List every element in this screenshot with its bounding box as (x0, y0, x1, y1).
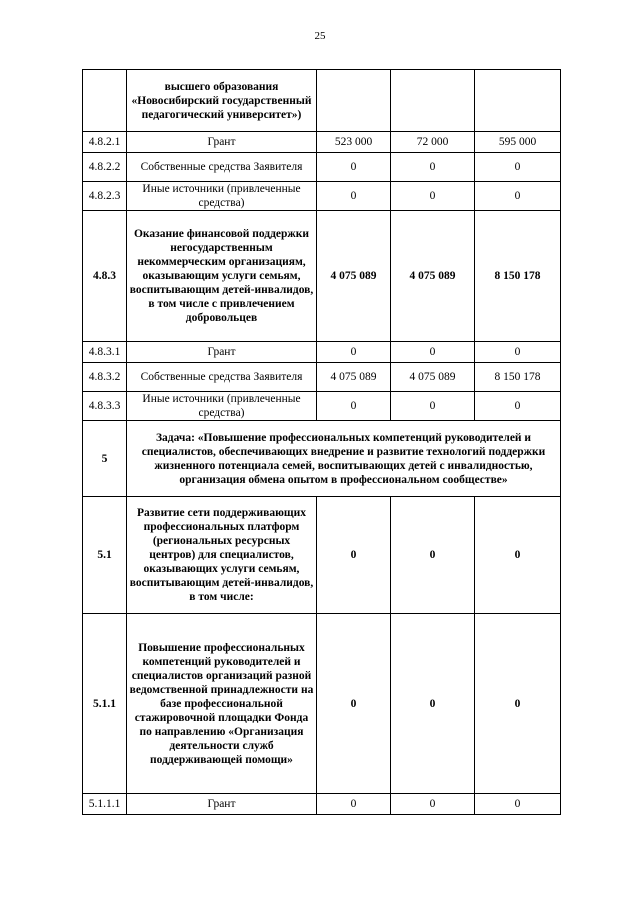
amount-cell-1 (317, 70, 391, 132)
total-amount-cell: 0 (475, 794, 561, 815)
amount-cell-2: 4 075 089 (391, 363, 475, 392)
total-amount-cell: 0 (475, 182, 561, 211)
amount-cell-1: 523 000 (317, 132, 391, 153)
amount-cell-1: 0 (317, 794, 391, 815)
row-name-cell: Грант (127, 342, 317, 363)
table-row (83, 153, 561, 182)
total-amount-cell: 0 (475, 153, 561, 182)
row-code-cell: 5.1 (83, 497, 127, 614)
row-code-cell: 5 (83, 421, 127, 497)
amount-cell-1: 0 (317, 182, 391, 211)
row-name-cell: Иные источники (привлеченные средства) (127, 182, 317, 211)
total-amount-cell: 8 150 178 (475, 363, 561, 392)
row-code-cell: 4.8.2.2 (83, 153, 127, 182)
table-row (83, 421, 561, 497)
amount-cell-2: 0 (391, 614, 475, 794)
row-code-cell (83, 70, 127, 132)
table-row (83, 614, 561, 794)
amount-cell-2: 0 (391, 153, 475, 182)
table-row (83, 794, 561, 815)
total-amount-cell: 8 150 178 (475, 211, 561, 342)
amount-cell-1: 0 (317, 342, 391, 363)
table-row (83, 392, 561, 421)
amount-cell-1: 0 (317, 614, 391, 794)
amount-cell-2: 0 (391, 794, 475, 815)
table-row (83, 342, 561, 363)
total-amount-cell (475, 70, 561, 132)
row-code-cell: 4.8.3.3 (83, 392, 127, 421)
table-row (83, 132, 561, 153)
row-name-cell: Иные источники (привлеченные средства) (127, 392, 317, 421)
row-code-cell: 5.1.1.1 (83, 794, 127, 815)
table-row (83, 363, 561, 392)
amount-cell-1: 0 (317, 392, 391, 421)
table-row (83, 497, 561, 614)
row-name-cell: Собственные средства Заявителя (127, 363, 317, 392)
amount-cell-1: 4 075 089 (317, 363, 391, 392)
row-name-cell: Грант (127, 794, 317, 815)
amount-cell-2: 0 (391, 182, 475, 211)
total-amount-cell: 0 (475, 614, 561, 794)
total-amount-cell: 0 (475, 392, 561, 421)
budget-table-body (83, 70, 561, 815)
amount-cell-2: 0 (391, 497, 475, 614)
row-code-cell: 4.8.2.1 (83, 132, 127, 153)
amount-cell-1: 4 075 089 (317, 211, 391, 342)
row-name-cell: Собственные средства Заявителя (127, 153, 317, 182)
amount-cell-1: 0 (317, 497, 391, 614)
row-code-cell: 4.8.3.1 (83, 342, 127, 363)
table-row (83, 182, 561, 211)
budget-table (82, 69, 561, 815)
row-code-cell: 4.8.3.2 (83, 363, 127, 392)
table-row (83, 70, 561, 132)
amount-cell-2: 72 000 (391, 132, 475, 153)
row-code-cell: 5.1.1 (83, 614, 127, 794)
total-amount-cell: 0 (475, 342, 561, 363)
table-row (83, 211, 561, 342)
amount-cell-2: 0 (391, 342, 475, 363)
row-name-cell: Оказание финансовой поддержки негосударственным некоммерческим организациям, оказывающим услуги семьям, воспитывающим детей-инвалидов, в том числе с привлечением добровольцев (127, 211, 317, 342)
row-code-cell: 4.8.2.3 (83, 182, 127, 211)
row-name-cell: Повышение профессиональных компетенций руководителей и специалистов организаций разной ведомственной принадлежности на базе профессиональной стажировочной площадки Фонда по направлению «Организация деятельности служб поддерживающей помощи» (127, 614, 317, 794)
page-number: 25 (314, 30, 326, 42)
total-amount-cell: 0 (475, 497, 561, 614)
row-name-cell: высшего образования «Новосибирский государственный педагогический университет») (127, 70, 317, 132)
amount-cell-2: 4 075 089 (391, 211, 475, 342)
amount-cell-1: 0 (317, 153, 391, 182)
amount-cell-2 (391, 70, 475, 132)
row-name-cell: Развитие сети поддерживающих профессиональных платформ (региональных ресурсных центров) для специалистов, оказывающих услуги семьям, воспитывающим детей-инвалидов, в том числе: (127, 497, 317, 614)
amount-cell-2: 0 (391, 392, 475, 421)
task-description-cell: Задача: «Повышение профессиональных компетенций руководителей и специалистов, обеспечивающих внедрение и развитие технологий поддержки жизненного потенциала семей, воспитывающих детей с инвалидностью, организация обмена опытом в профессиональном сообществе» (127, 421, 561, 497)
row-name-cell: Грант (127, 132, 317, 153)
row-code-cell: 4.8.3 (83, 211, 127, 342)
total-amount-cell: 595 000 (475, 132, 561, 153)
